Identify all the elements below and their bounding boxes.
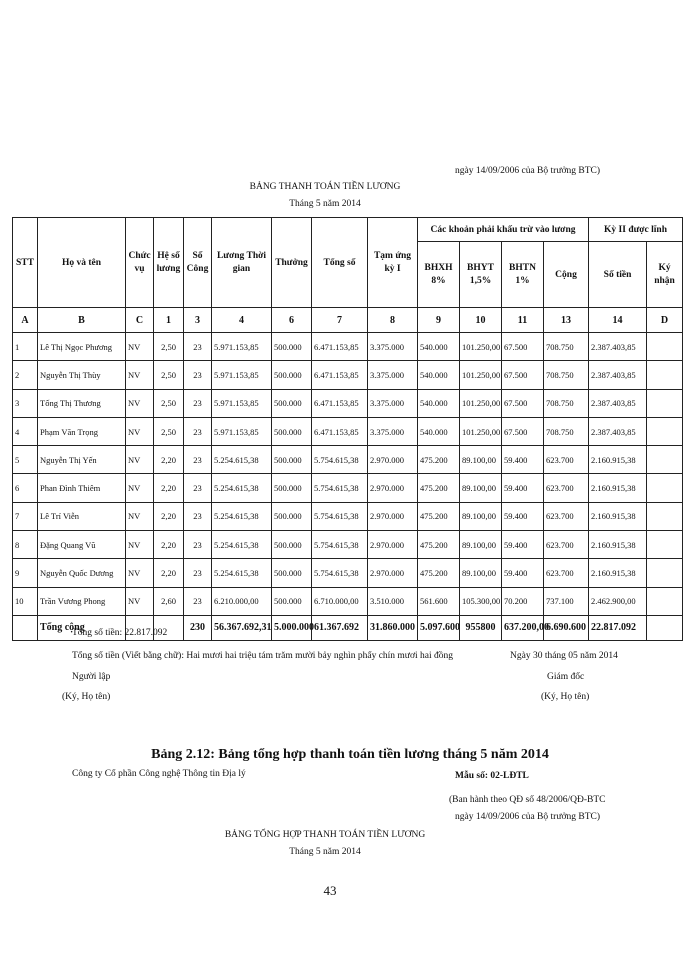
table-cell: 2.387.403,85 [589, 389, 647, 417]
table-row [13, 389, 683, 417]
column-index-cell: 6 [272, 308, 312, 333]
table-cell: 5.754.615,38 [312, 446, 368, 474]
table-cell: 89.100,00 [460, 474, 502, 502]
table-cell: 23 [184, 587, 212, 615]
table-cell: 561.600 [418, 587, 460, 615]
table-cell: 623.700 [544, 531, 589, 559]
table-cell: 8 [13, 531, 38, 559]
table-cell: 5.971.153,85 [212, 361, 272, 389]
table-row [13, 559, 683, 587]
table-cell: Nguyễn Thị Yến [38, 446, 126, 474]
table-cell: 9 [13, 559, 38, 587]
table-cell: 5.971.153,85 [212, 333, 272, 361]
table-cell: 708.750 [544, 389, 589, 417]
table-cell: 623.700 [544, 474, 589, 502]
table-cell: 23 [184, 417, 212, 445]
table-cell: 23 [184, 559, 212, 587]
table-cell: 6.471.153,85 [312, 417, 368, 445]
column-index-cell: 13 [544, 308, 589, 333]
column-index-cell: 7 [312, 308, 368, 333]
table-cell: 3 [13, 389, 38, 417]
column-index-cell: 8 [368, 308, 418, 333]
table-cell: 2,50 [154, 361, 184, 389]
table-cell [647, 531, 683, 559]
table-cell: 5.254.615,38 [212, 474, 272, 502]
header-sum: Cộng [544, 242, 589, 308]
total-amount: 22.817.092 [589, 615, 647, 640]
table-cell: NV [126, 446, 154, 474]
table-cell: 2.160.915,38 [589, 474, 647, 502]
table-cell: 5.254.615,38 [212, 531, 272, 559]
total-amount-words: Tổng số tiền (Viết bằng chữ): Hai mươi hai triệu tám trăm mười bảy nghìn phẩy chín mươi hai đồng [72, 651, 453, 661]
payroll-table [12, 217, 683, 641]
table-cell: Phạm Văn Trọng [38, 417, 126, 445]
table-cell: 4 [13, 417, 38, 445]
total-advance: 31.860.000 [368, 615, 418, 640]
column-index-cell: 1 [154, 308, 184, 333]
director-sign: (Ký, Họ tên) [541, 692, 590, 702]
table-cell: 500.000 [272, 333, 312, 361]
total-bhtn: 637.200,00 [502, 615, 544, 640]
table-cell: 67.500 [502, 361, 544, 389]
table-cell: Đặng Quang Vũ [38, 531, 126, 559]
table-cell: 2,60 [154, 587, 184, 615]
table-cell: 89.100,00 [460, 559, 502, 587]
table-cell: 23 [184, 333, 212, 361]
sign-date: Ngày 30 tháng 05 năm 2014 [510, 651, 618, 661]
table-cell: 6.710.000,00 [312, 587, 368, 615]
table-cell: 540.000 [418, 389, 460, 417]
total-label: Tổng cộng [38, 615, 126, 640]
table-cell: 5.971.153,85 [212, 389, 272, 417]
total-total: 61.367.692 [312, 615, 368, 640]
column-index-cell: 3 [184, 308, 212, 333]
table-cell: 7 [13, 502, 38, 530]
table-cell: 2,50 [154, 333, 184, 361]
table-row [13, 587, 683, 615]
table-cell: 101.250,00 [460, 361, 502, 389]
decree-line2: ngày 14/09/2006 của Bộ trưởng BTC) [455, 812, 601, 822]
table-cell: 2.970.000 [368, 474, 418, 502]
column-index-row [13, 308, 683, 333]
table-cell: 2,20 [154, 502, 184, 530]
table-cell: 475.200 [418, 446, 460, 474]
table-cell: NV [126, 333, 154, 361]
page-number: 43 [323, 883, 337, 898]
table-cell: 6.471.153,85 [312, 361, 368, 389]
decree-line1: (Ban hành theo QĐ số 48/2006/QĐ-BTC [449, 795, 606, 805]
summary-month: Tháng 5 năm 2014 [289, 847, 361, 857]
column-index-cell: B [38, 308, 126, 333]
total-time-salary: 56.367.692,31 [212, 615, 272, 640]
table-cell: 5.754.615,38 [312, 531, 368, 559]
company-name: Công ty Cổ phần Công nghệ Thông tin Địa lý [72, 769, 246, 779]
table-cell: Lê Trí Viễn [38, 502, 126, 530]
preparer-sign: (Ký, Họ tên) [62, 692, 111, 702]
table-cell: 6.471.153,85 [312, 389, 368, 417]
table-cell: 5.254.615,38 [212, 559, 272, 587]
total-bhxh: 5.097.600 [418, 615, 460, 640]
table-cell: 500.000 [272, 502, 312, 530]
table-cell: 475.200 [418, 559, 460, 587]
table-cell: 5.754.615,38 [312, 474, 368, 502]
table-cell: 59.400 [502, 502, 544, 530]
table-cell: 1 [13, 333, 38, 361]
table-cell: 2.970.000 [368, 531, 418, 559]
table-cell: 500.000 [272, 446, 312, 474]
table-cell: 70.200 [502, 587, 544, 615]
table-cell: NV [126, 361, 154, 389]
header-bonus: Thưởng [272, 218, 312, 308]
table-cell [647, 559, 683, 587]
table-cell: 708.750 [544, 417, 589, 445]
header-bhxh: BHXH 8% [418, 242, 460, 308]
header-total: Tổng số [312, 218, 368, 308]
table-row [13, 446, 683, 474]
table-cell: Lê Thị Ngọc Phương [38, 333, 126, 361]
header-advance: Tạm ứng kỳ I [368, 218, 418, 308]
table-cell [647, 587, 683, 615]
table-cell: Tống Thị Thương [38, 389, 126, 417]
table-cell: NV [126, 417, 154, 445]
table-cell: Phan Đình Thiêm [38, 474, 126, 502]
table-row [13, 474, 683, 502]
table-cell: Nguyễn Quốc Dương [38, 559, 126, 587]
header-bhtn: BHTN 1% [502, 242, 544, 308]
table-cell: 2,20 [154, 474, 184, 502]
total-sum: 6.690.600 [544, 615, 589, 640]
column-index-cell: D [647, 308, 683, 333]
table-cell: 3.375.000 [368, 417, 418, 445]
table-cell: 23 [184, 389, 212, 417]
header-position: Chức vụ [126, 218, 154, 308]
table-cell [647, 389, 683, 417]
total-days: 230 [184, 615, 212, 640]
column-index-cell: A [13, 308, 38, 333]
table-cell: 5.254.615,38 [212, 446, 272, 474]
table-row [13, 361, 683, 389]
table-cell: Trần Vương Phong [38, 587, 126, 615]
table-cell: 2.160.915,38 [589, 531, 647, 559]
total-bhyt: 955800 [460, 615, 502, 640]
sheet-month: Tháng 5 năm 2014 [289, 199, 361, 209]
table-cell: 59.400 [502, 559, 544, 587]
table-row [13, 417, 683, 445]
table-cell: NV [126, 502, 154, 530]
table-cell: 10 [13, 587, 38, 615]
table-cell: 5.754.615,38 [312, 502, 368, 530]
table-cell: 89.100,00 [460, 531, 502, 559]
table-cell: NV [126, 559, 154, 587]
preparer-label: Người lập [72, 672, 111, 682]
table-cell: 2.387.403,85 [589, 417, 647, 445]
table-cell [647, 361, 683, 389]
total-sign [647, 615, 683, 640]
table-cell: NV [126, 587, 154, 615]
director-label: Giám đốc [547, 672, 585, 682]
table-cell: 23 [184, 361, 212, 389]
table-cell: NV [126, 531, 154, 559]
table-cell: 2.387.403,85 [589, 361, 647, 389]
table-cell: NV [126, 389, 154, 417]
table-cell: 2.160.915,38 [589, 559, 647, 587]
decree-note: ngày 14/09/2006 của Bộ trưởng BTC) [455, 166, 601, 176]
header-days: Số Công [184, 218, 212, 308]
table-cell: 6 [13, 474, 38, 502]
table-cell: 2.387.403,85 [589, 333, 647, 361]
total-amount-text: Tổng số tiền: 22.817.092 [72, 628, 168, 638]
table-row [13, 333, 683, 361]
header-bhyt: BHYT 1,5% [460, 242, 502, 308]
header-deductions: Các khoản phải khấu trừ vào lương [418, 218, 589, 242]
table-cell: 105.300,00 [460, 587, 502, 615]
table-cell: 2,50 [154, 389, 184, 417]
table-cell: 23 [184, 531, 212, 559]
table-cell: 500.000 [272, 417, 312, 445]
table-cell: NV [126, 474, 154, 502]
table-cell: 623.700 [544, 559, 589, 587]
table-row [13, 502, 683, 530]
table-cell: 3.375.000 [368, 361, 418, 389]
table-cell: 6.210.000,00 [212, 587, 272, 615]
table-cell: 3.510.000 [368, 587, 418, 615]
header-stt: STT [13, 218, 38, 308]
table-cell: 708.750 [544, 361, 589, 389]
table-cell: 5.754.615,38 [312, 559, 368, 587]
table-cell: 2.970.000 [368, 502, 418, 530]
table-cell: 59.400 [502, 531, 544, 559]
table-cell: 2.970.000 [368, 559, 418, 587]
table-cell: 3.375.000 [368, 333, 418, 361]
table-cell: 89.100,00 [460, 502, 502, 530]
table-cell [647, 446, 683, 474]
table-cell: 2 [13, 361, 38, 389]
table-cell: 23 [184, 474, 212, 502]
table-row [13, 531, 683, 559]
form-code: Mẫu số: 02-LĐTL [455, 771, 529, 781]
header-amount: Số tiền [589, 242, 647, 308]
table-cell [647, 333, 683, 361]
table-cell: 59.400 [502, 474, 544, 502]
table-cell [647, 417, 683, 445]
column-index-cell: 10 [460, 308, 502, 333]
total-bonus: 5.000.000 [272, 615, 312, 640]
table-cell: 67.500 [502, 333, 544, 361]
table-cell: Nguyễn Thị Thùy [38, 361, 126, 389]
sheet-title: BẢNG THANH TOÁN TIỀN LƯƠNG [249, 182, 401, 192]
table-cell: 23 [184, 446, 212, 474]
table-cell: 2,50 [154, 417, 184, 445]
header-coef: Hệ số lương [154, 218, 184, 308]
table-cell: 101.250,00 [460, 333, 502, 361]
table-cell: 475.200 [418, 531, 460, 559]
table-cell: 101.250,00 [460, 417, 502, 445]
table-cell: 708.750 [544, 333, 589, 361]
table-cell [647, 474, 683, 502]
table-cell: 623.700 [544, 446, 589, 474]
table-cell: 540.000 [418, 361, 460, 389]
header-time-salary: Lương Thời gian [212, 218, 272, 308]
table-cell [647, 502, 683, 530]
table-cell: 2,20 [154, 559, 184, 587]
table-cell: 2.462.900,00 [589, 587, 647, 615]
table-cell: 5.254.615,38 [212, 502, 272, 530]
header-period2: Kỳ II được lĩnh [589, 218, 683, 242]
table-cell: 500.000 [272, 559, 312, 587]
column-index-cell: C [126, 308, 154, 333]
table-cell: 737.100 [544, 587, 589, 615]
table-cell: 500.000 [272, 587, 312, 615]
column-index-cell: 14 [589, 308, 647, 333]
table-cell: 540.000 [418, 417, 460, 445]
table-cell: 2.160.915,38 [589, 446, 647, 474]
table-cell: 623.700 [544, 502, 589, 530]
table-cell: 59.400 [502, 446, 544, 474]
summary-title: BẢNG TỔNG HỢP THANH TOÁN TIỀN LƯƠNG [224, 830, 426, 840]
header-name: Họ và tên [38, 218, 126, 308]
total-stt [13, 615, 38, 640]
table-cell: 5.971.153,85 [212, 417, 272, 445]
table-cell: 500.000 [272, 361, 312, 389]
table-cell: 500.000 [272, 531, 312, 559]
table-cell: 475.200 [418, 474, 460, 502]
table-cell: 67.500 [502, 417, 544, 445]
table-cell: 23 [184, 502, 212, 530]
table-cell: 500.000 [272, 389, 312, 417]
table-cell: 2,20 [154, 446, 184, 474]
table-cell: 5 [13, 446, 38, 474]
table-caption: Bảng 2.12: Bảng tổng hợp thanh toán tiền lương tháng 5 năm 2014 [151, 747, 549, 762]
table-cell: 89.100,00 [460, 446, 502, 474]
table-cell: 2.970.000 [368, 446, 418, 474]
table-cell: 101.250,00 [460, 389, 502, 417]
column-index-cell: 9 [418, 308, 460, 333]
table-cell: 6.471.153,85 [312, 333, 368, 361]
table-cell: 2.160.915,38 [589, 502, 647, 530]
table-cell: 67.500 [502, 389, 544, 417]
column-index-cell: 4 [212, 308, 272, 333]
table-cell: 500.000 [272, 474, 312, 502]
table-cell: 540.000 [418, 333, 460, 361]
header-sign: Ký nhận [647, 242, 683, 308]
table-cell: 475.200 [418, 502, 460, 530]
table-cell: 2,20 [154, 531, 184, 559]
column-index-cell: 11 [502, 308, 544, 333]
table-cell: 3.375.000 [368, 389, 418, 417]
